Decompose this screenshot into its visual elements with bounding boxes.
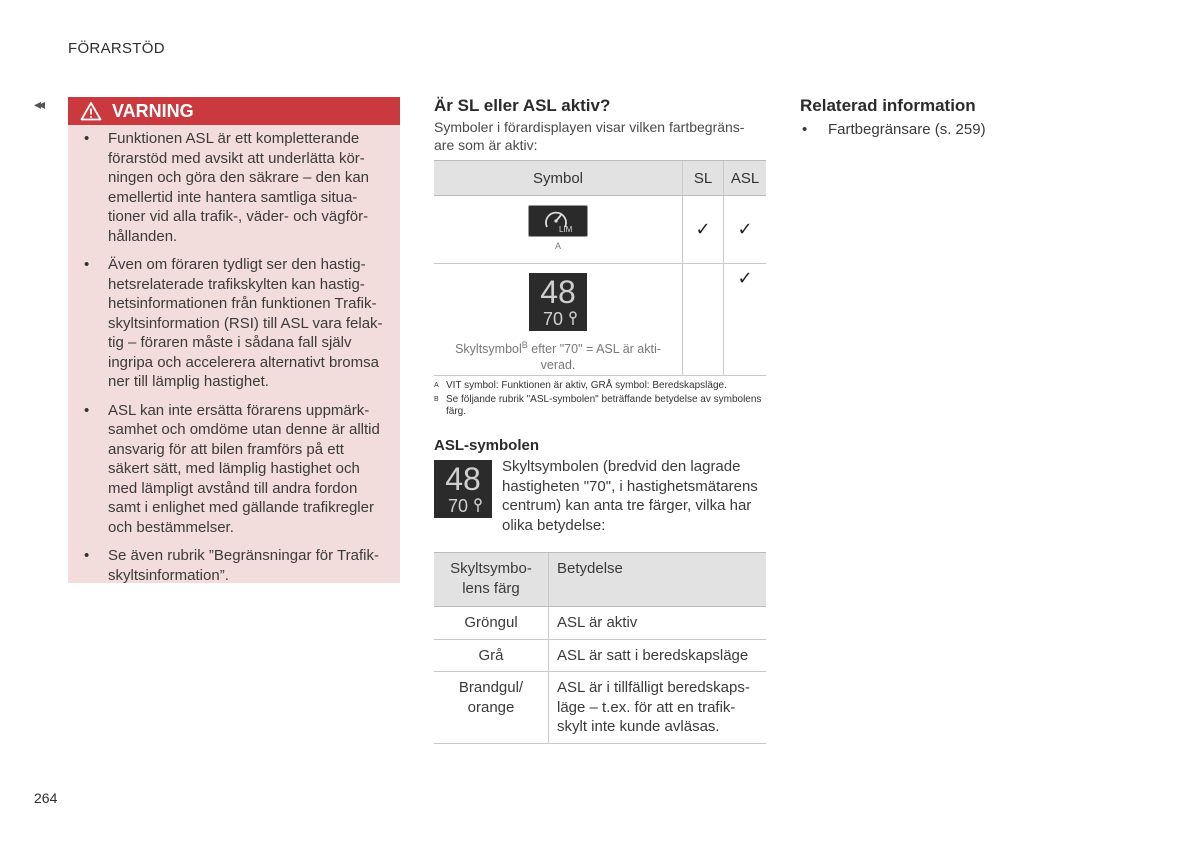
asl-cell: [724, 264, 767, 376]
set-speed-value: 70: [448, 496, 469, 516]
symbol-cell: [434, 264, 683, 376]
check-mark: ✓: [737, 268, 753, 288]
table-row: [434, 672, 766, 744]
related-info-title: Relaterad information: [800, 96, 976, 115]
sign-pin-icon: [569, 311, 577, 327]
warning-header: [68, 97, 400, 125]
back-navigation-icon[interactable]: ◂◂: [34, 96, 43, 112]
sign-pin-icon: [474, 498, 482, 514]
color-column-header: Skyltsymbo- lens färg: [434, 553, 549, 607]
table-row: [434, 196, 766, 264]
warning-list: [68, 125, 400, 585]
check-mark: ✓: [695, 219, 711, 239]
asl-speed-sign-icon: [529, 273, 587, 331]
table-row: [434, 264, 766, 376]
color-cell: Grå: [434, 639, 549, 672]
color-meaning-table: [434, 552, 766, 744]
asl-symbol-description: Skyltsymbolen (bredvid den lagrade hastigheten "70", i hastighetsmätarens centrum) kan anta tre färger, vilka har olika betydelse:: [502, 458, 758, 534]
meaning-column-header: Betydelse: [549, 553, 767, 607]
asl-column-header: ASL: [724, 161, 767, 196]
set-speed-value: 70: [543, 309, 564, 329]
symbol-caption: Skyltsymbol$^B$ efter "70" = ASL är akti- verad.: [455, 340, 661, 373]
footnote: B Se följande rubrik "ASL-symbolen" beträffande betydelse av symbolens färg.: [434, 394, 762, 417]
warning-item: • Funktionen ASL är ett kompletterande förarstöd med avsikt att underlätta kör- ningen och göra den säkrare – den kan emellertid inte hantera samtliga situa- tioner vid alla trafik-, väder- och vägför- hållanden.: [80, 129, 384, 246]
current-speed-value: 48: [445, 461, 481, 497]
warning-title: VARNING: [112, 100, 194, 121]
color-cell: Brandgul/ orange: [434, 672, 549, 744]
table-row: [434, 607, 766, 640]
check-mark: ✓: [737, 219, 753, 239]
sl-asl-section: [434, 96, 766, 154]
current-speed-value: 48: [540, 274, 576, 310]
asl-cell: [724, 196, 767, 264]
related-info-link[interactable]: • Fartbegränsare (s. 259): [800, 120, 1100, 139]
warning-item: • Även om föraren tydligt ser den hastig- hetsrelaterade trafikskylten kan hastig- hetsinformationen från funktionen Trafik- skyltsinformation (RSI) till ASL vara felak- tig – föraren måste i sådana fall själv ingripa och accelerera alternativt bromsa ner till lämplig hastighet.: [80, 255, 384, 392]
warning-triangle-icon: [80, 101, 102, 121]
section-title-sl-asl: Är SL eller ASL aktiv?: [434, 96, 611, 115]
warning-item: • ASL kan inte ersätta förarens uppmärk- samhet och omdöme utan denne är alltid ansvarig för att bilen framförs på ett säkert sätt, med lämplig hastighet och med lämpligt avstånd till andra fordon samt i enlighet med gällande trafikregler och bestämmelser.: [80, 401, 384, 538]
footnote: A VIT symbol: Funktionen är aktiv, GRÅ symbol: Beredskapsläge.: [434, 380, 727, 391]
lim-label: LIM: [559, 225, 573, 234]
symbol-cell: [434, 196, 683, 264]
asl-symbol-title: ASL-symbolen: [434, 437, 540, 454]
color-cell: Gröngul: [434, 607, 549, 640]
footnotes: [434, 380, 766, 420]
sl-column-header: SL: [683, 161, 724, 196]
table-row: [434, 639, 766, 672]
warning-item: • Se även rubrik ”Begränsningar för Trafik- skyltsinformation”.: [80, 546, 384, 585]
section-intro: Symboler i förardisplayen visar vilken fartbegräns- are som är aktiv:: [434, 119, 745, 153]
meaning-cell: ASL är satt i beredskapsläge: [549, 639, 767, 672]
page-number: 264: [34, 790, 58, 806]
sl-cell: [683, 264, 724, 376]
speed-limiter-icon: [528, 205, 588, 237]
footnote-ref: A: [554, 241, 561, 251]
chapter-title: FÖRARSTÖD: [68, 40, 165, 57]
asl-symbol-icon: [434, 460, 492, 518]
symbol-column-header: Symbol: [434, 161, 683, 196]
meaning-cell: ASL är i tillfälligt beredskaps- läge – t.ex. för att en trafik- skylt inte kunde avläsas.: [549, 672, 767, 744]
sl-cell: [683, 196, 724, 264]
meaning-cell: ASL är aktiv: [549, 607, 767, 640]
symbol-table: [434, 160, 766, 376]
related-info-list: [800, 120, 1100, 139]
warning-box: [68, 97, 400, 583]
related-info-section: [800, 96, 1100, 139]
